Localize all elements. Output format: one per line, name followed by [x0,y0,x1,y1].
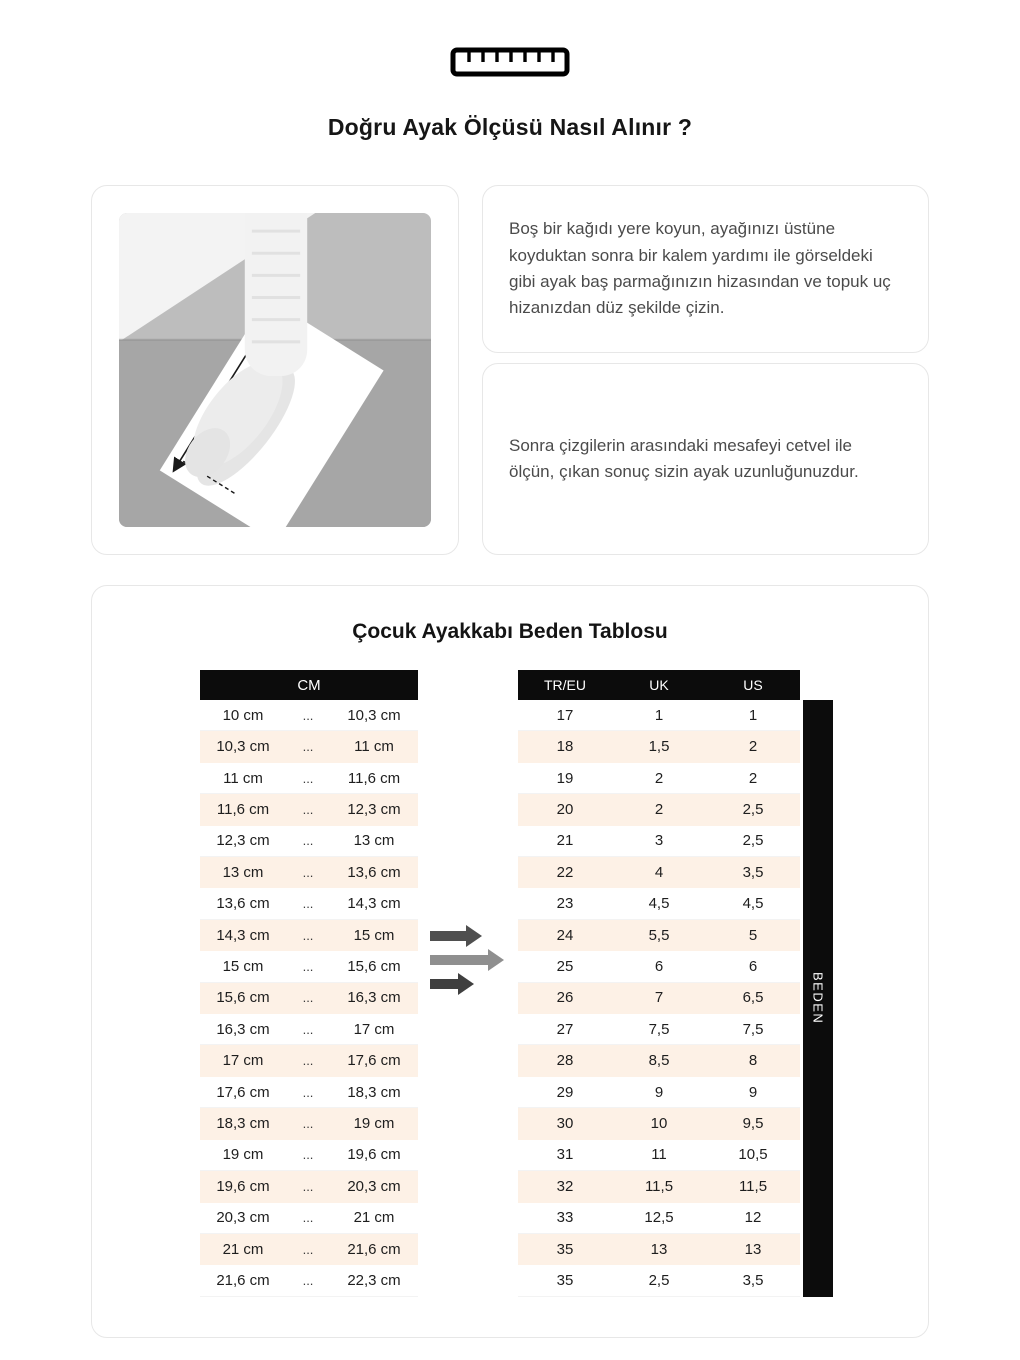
cm-max-value: 15,6 cm [347,957,401,975]
us-value: 10,5 [738,1146,768,1164]
cm-min-value: 11 cm [223,769,263,787]
size-table-row [518,794,800,825]
instructions-section [91,185,929,555]
tr-eu-value: 18 [556,738,574,756]
tr-eu-value: 29 [556,1083,574,1101]
us-value: 2,5 [742,800,764,818]
cm-table-row [200,951,418,982]
range-dots: ... [302,707,314,723]
cm-max-value: 22,3 cm [347,1272,401,1290]
uk-value: 2 [654,769,664,787]
range-dots: ... [302,1053,314,1069]
size-table-row [518,1203,800,1234]
tr-eu-value: 23 [556,895,574,913]
cm-table-row [200,794,418,825]
range-dots: ... [302,1178,314,1194]
cm-table-row [200,1077,418,1108]
us-value: 6,5 [742,989,764,1007]
cm-min-value: 10,3 cm [216,738,270,756]
us-value: 12 [744,1209,762,1227]
us-value: 9 [748,1083,758,1101]
size-table-row [518,1014,800,1045]
tr-eu-value: 17 [556,706,574,724]
size-table-row [518,1234,800,1265]
tr-eu-value: 20 [556,800,574,818]
uk-value: 11,5 [644,1177,674,1195]
uk-value: 2 [654,800,664,818]
cm-table-row [200,920,418,951]
uk-value: 4,5 [648,895,670,913]
uk-value: 1 [654,706,664,724]
range-dots: ... [302,1021,314,1037]
range-dots: ... [302,1241,314,1257]
size-table-row [518,920,800,951]
cm-max-value: 15 cm [353,926,395,944]
cm-table-row [200,1234,418,1265]
range-dots: ... [302,864,314,880]
size-table-row [518,731,800,762]
cm-min-value: 16,3 cm [216,1020,270,1038]
foot-measure-photo-card [91,185,459,555]
us-value: 7,5 [742,1020,764,1038]
size-table-row [518,1171,800,1202]
header-uk: UK [649,677,669,693]
cm-table-row [200,1014,418,1045]
cm-min-value: 21,6 cm [216,1272,270,1290]
cm-max-value: 21 cm [353,1209,395,1227]
arrows-right-icon [430,924,522,998]
range-dots: ... [302,1273,314,1289]
size-table-row [518,983,800,1014]
header-tr-eu: TR/EU [544,677,586,693]
tr-eu-value: 31 [556,1146,574,1164]
beden-side-label-text: BEDEN [810,972,826,1025]
cm-min-value: 11,6 cm [216,800,270,818]
range-dots: ... [302,958,314,974]
cm-table-row [200,1171,418,1202]
tr-eu-value: 35 [556,1272,574,1290]
cm-max-value: 21,6 cm [347,1240,401,1258]
uk-value: 7 [654,989,664,1007]
size-table-row [518,857,800,888]
instruction-card-2 [482,363,929,555]
cm-max-value: 11 cm [354,738,394,756]
cm-max-value: 17,6 cm [347,1052,401,1070]
uk-value: 6 [654,957,664,975]
cm-max-value: 19,6 cm [347,1146,401,1164]
cm-min-value: 17,6 cm [216,1083,270,1101]
cm-min-value: 13,6 cm [216,895,270,913]
page-title: Doğru Ayak Ölçüsü Nasıl Alınır ? [327,114,693,140]
header-us: US [743,677,763,693]
uk-value: 4 [654,863,664,881]
us-value: 2,5 [742,832,764,850]
size-table-title: Çocuk Ayakkabı Beden Tablosu [352,620,668,643]
size-table-row [518,700,800,731]
cm-min-value: 17 cm [222,1052,264,1070]
range-dots: ... [302,801,314,817]
cm-min-value: 19,6 cm [216,1177,270,1195]
cm-table-row [200,888,418,919]
tr-eu-value: 21 [556,832,574,850]
range-dots: ... [302,1084,314,1100]
range-dots: ... [302,990,314,1006]
uk-value: 8,5 [648,1052,670,1070]
cm-table-header: CM [200,670,418,700]
tr-eu-value: 35 [556,1240,574,1258]
cm-table-row [200,857,418,888]
uk-value: 3 [654,832,664,850]
ruler-icon [0,0,1020,78]
us-value: 3,5 [742,863,764,881]
tr-eu-value: 27 [556,1020,574,1038]
uk-value: 9 [654,1083,664,1101]
size-table-row [518,1140,800,1171]
cm-min-value: 13 cm [222,863,264,881]
tr-eu-value: 30 [556,1114,574,1132]
cm-table-row [200,1140,418,1171]
cm-min-value: 14,3 cm [216,926,270,944]
cm-table-row [200,983,418,1014]
size-table-row [518,1265,800,1296]
range-dots: ... [302,1115,314,1131]
cm-table-row [200,1108,418,1139]
size-tables [92,670,928,1297]
us-value: 2 [748,769,758,787]
range-dots: ... [302,1210,314,1226]
cm-max-value: 13 cm [353,832,395,850]
range-dots: ... [302,896,314,912]
cm-min-value: 15,6 cm [216,989,270,1007]
cm-table-row [200,1265,418,1296]
cm-min-value: 18,3 cm [216,1114,270,1132]
uk-value: 10 [650,1114,668,1132]
uk-value: 1,5 [648,738,670,756]
foot-measure-photo [119,213,431,527]
cm-max-value: 17 cm [353,1020,395,1038]
cm-table-body [200,700,418,1297]
uk-value: 5,5 [648,926,670,944]
size-conversion-table [518,670,800,1297]
range-dots: ... [302,833,314,849]
tr-eu-value: 24 [556,926,574,944]
us-value: 6 [748,957,758,975]
tr-eu-value: 19 [556,769,574,787]
cm-max-value: 13,6 cm [347,863,401,881]
range-dots: ... [302,1147,314,1163]
size-table-row [518,826,800,857]
cm-table-row [200,1203,418,1234]
size-table-row [518,1045,800,1076]
range-dots: ... [302,770,314,786]
us-value: 2 [748,738,758,756]
size-table-card [91,585,929,1338]
us-value: 13 [744,1240,762,1258]
cm-max-value: 14,3 cm [347,895,401,913]
cm-min-value: 12,3 cm [216,832,270,850]
uk-value: 11 [651,1146,667,1164]
cm-table-row [200,700,418,731]
us-value: 4,5 [742,895,764,913]
instruction-card-1 [482,185,929,353]
size-table-row [518,888,800,919]
cm-min-value: 10 cm [222,706,264,724]
size-table-row [518,1077,800,1108]
tr-eu-value: 25 [556,957,574,975]
cm-max-value: 10,3 cm [347,706,401,724]
us-value: 8 [748,1052,758,1070]
us-value: 11,5 [738,1177,768,1195]
cm-max-value: 12,3 cm [347,800,401,818]
instruction-text-2: Sonra çizgilerin arasındaki mesafeyi cetvel ile ölçün, çıkan sonuç sizin ayak uzunluğunuzdur. [509,435,859,481]
range-dots: ... [302,927,314,943]
size-table-row [518,951,800,982]
instruction-text-1: Boş bir kağıdı yere koyun, ayağınızı üstüne koyduktan sonra bir kalem yardımı ile görseldeki gibi ayak baş parmağınızın hizasından ve topuk uç hizanızdan düz şekilde çizin. [509,219,891,318]
cm-min-value: 20,3 cm [216,1209,270,1227]
range-dots: ... [302,739,314,755]
us-value: 1 [748,706,758,724]
us-value: 9,5 [742,1114,764,1132]
beden-side-label [803,700,833,1297]
tr-eu-value: 32 [556,1177,574,1195]
cm-max-value: 11,6 cm [347,769,401,787]
instruction-cards [482,185,929,555]
size-table-body [518,700,800,1297]
cm-table-row [200,763,418,794]
cm-table-row [200,1045,418,1076]
cm-max-value: 18,3 cm [347,1083,401,1101]
uk-value: 12,5 [644,1209,674,1227]
tr-eu-value: 22 [556,863,574,881]
cm-min-value: 15 cm [222,957,264,975]
us-value: 5 [748,926,758,944]
tr-eu-value: 26 [556,989,574,1007]
size-table-row [518,763,800,794]
tr-eu-value: 33 [556,1209,574,1227]
cm-min-value: 21 cm [222,1240,264,1258]
cm-max-value: 16,3 cm [347,989,401,1007]
tr-eu-value: 28 [556,1052,574,1070]
cm-max-value: 20,3 cm [347,1177,401,1195]
cm-table-row [200,826,418,857]
size-table-row [518,1108,800,1139]
uk-value: 2,5 [648,1272,670,1290]
cm-table-row [200,731,418,762]
cm-min-value: 19 cm [222,1146,264,1164]
us-value: 3,5 [742,1272,764,1290]
uk-value: 13 [650,1240,668,1258]
cm-table [200,670,418,1297]
size-table-header-row [518,670,800,700]
uk-value: 7,5 [648,1020,670,1038]
cm-max-value: 19 cm [353,1114,395,1132]
